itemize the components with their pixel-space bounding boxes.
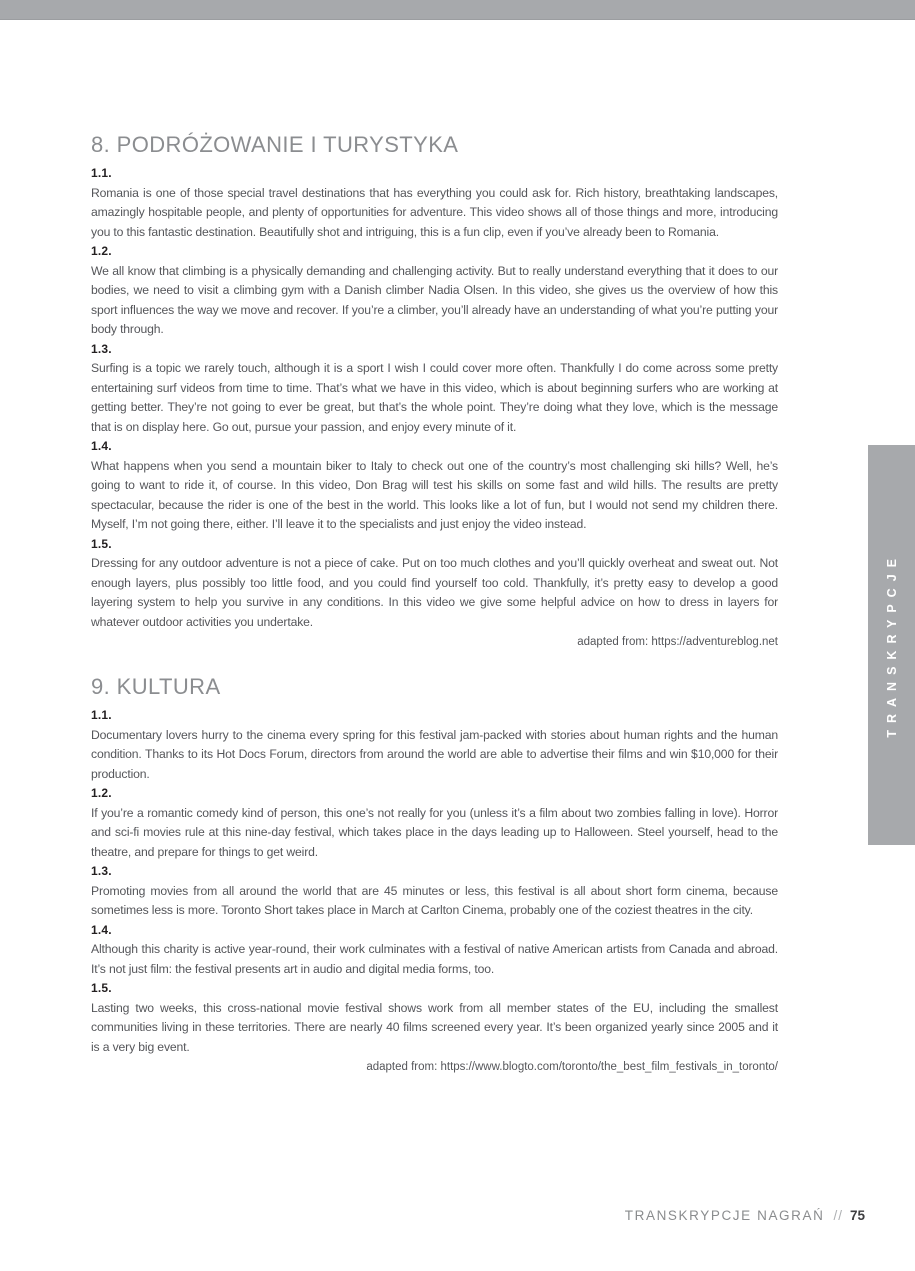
item-text: What happens when you send a mountain biker to Italy to check out one of the country’s most challenging ski hills? Well, he’s going to want to ride it, of course. In this video, Don Brag will test his skills on some fast and wild hills. The results are pretty spectacular, because the rider is one of the best in the world. This looks like a lot of fun, but I would not send my children there. Myself, I’m not going there, either. I’ll leave it to the specialists and just enjoy the video instead. xyxy=(91,458,778,531)
side-tab-label: TRANSKRYPCJE xyxy=(884,552,899,738)
section-podrozowanie-i-turystyka xyxy=(91,132,778,652)
footer-title: TRANSKRYPCJE NAGRAŃ xyxy=(624,1208,825,1223)
item-text: Although this charity is active year-round, their work culminates with a festival of native American artists from Canada and abroad. It’s not just film: the festival presents art in audio and digital media forms, too. xyxy=(91,942,778,976)
section-title: 9. KULTURA xyxy=(91,674,221,699)
transcript-item xyxy=(91,340,778,438)
item-text: We all know that climbing is a physically demanding and challenging activity. But to really understand everything that it does to our bodies, we need to visit a climbing gym with a Danish climber Nadia Olsen. In this video, she gives us the overview of how this sport influences the way we move and recover. If you’re a climber, you’ll already have an understanding of what you’re putting your body through. xyxy=(91,263,778,336)
page-content xyxy=(91,132,778,1077)
item-number: 1.5. xyxy=(91,536,112,551)
top-bar xyxy=(0,0,915,20)
item-number: 1.5. xyxy=(91,981,112,995)
page-number: 75 xyxy=(849,1208,865,1223)
item-number: 1.3. xyxy=(91,341,112,356)
transcript-item xyxy=(91,921,778,980)
side-tab-transkrypcje xyxy=(868,445,915,845)
page-footer xyxy=(625,1206,865,1226)
item-text: Romania is one of those special travel destinations that has everything you could ask for. Rich history, breathtaking landscapes, amazingly hospitable people, and plenty of opportunities for adventure. This video shows all of those things and more, introducing you to this fantastic destination. Beautifully shot and intriguing, this is a fun clip, even if you’ve already been to Romania. xyxy=(91,185,778,239)
transcript-item xyxy=(91,535,778,633)
item-number: 1.3. xyxy=(91,864,112,878)
item-text: Dressing for any outdoor adventure is not a piece of cake. Put on too much clothes and you’ll quickly overheat and sweat out. Not enough layers, plus possibly too little food, and you could find yourself too cold. Thankfully, it’s pretty easy to develop a good layering system to help you survive in any conditions. In this video we give some helpful advice on how to dress in layers for whatever outdoor activities you undertake. xyxy=(91,556,778,629)
item-number: 1.4. xyxy=(91,922,112,937)
item-number: 1.2. xyxy=(91,786,112,800)
transcript-item xyxy=(91,784,778,862)
source-line: adapted from: https://www.blogto.com/toronto/the_best_film_festivals_in_toronto/ xyxy=(366,1061,778,1073)
item-number: 1.2. xyxy=(91,244,112,258)
source-line: adapted from: https://adventureblog.net xyxy=(577,636,778,648)
transcript-item xyxy=(91,437,778,535)
item-number: 1.1. xyxy=(91,166,112,180)
item-number: 1.4. xyxy=(91,439,112,453)
transcript-item xyxy=(91,242,778,340)
item-number: 1.1. xyxy=(91,708,112,722)
transcript-item xyxy=(91,979,778,1057)
footer-separator: // xyxy=(833,1208,843,1223)
item-text: Lasting two weeks, this cross-national movie festival shows work from all member states of the EU, including the smallest communities living in these territories. There are nearly 40 films screened every year. It’s been organized yearly since 2005 and it is a very big event. xyxy=(91,1000,778,1054)
transcript-item xyxy=(91,706,778,784)
section-title: 8. PODRÓŻOWANIE I TURYSTYKA xyxy=(91,132,459,157)
section-kultura xyxy=(91,674,778,1077)
item-text: Promoting movies from all around the world that are 45 minutes or less, this festival is all about short form cinema, because sometimes less is more. Toronto Short takes place in March at Carlton Cinema, probably one of the coziest theatres in the city. xyxy=(91,883,778,917)
transcript-item xyxy=(91,862,778,921)
item-text: Documentary lovers hurry to the cinema every spring for this festival jam-packed with stories about human rights and the human condition. Thanks to its Hot Docs Forum, directors from around the world are able to advertise their films and win $10,000 for their production. xyxy=(91,727,778,781)
item-text: Surfing is a topic we rarely touch, although it is a sport I wish I could cover more often. Thankfully I do come across some pretty entertaining surf videos from time to time. That’s what we have in this video, which is about beginning surfers who are working at getting better. They’re not going to ever be great, but that’s the whole point. They’re doing what they love, which is the message that is on display here. Go out, pursue your passion, and enjoy every minute of it. xyxy=(91,361,778,434)
transcript-item xyxy=(91,164,778,242)
item-text: If you’re a romantic comedy kind of person, this one’s not really for you (unless it’s a film about two zombies falling in love). Horror and sci-fi movies rule at this nine-day festival, which takes place in the days leading up to Halloween. Steel yourself, head to the theatre, and prepare for things to get weird. xyxy=(91,805,778,859)
